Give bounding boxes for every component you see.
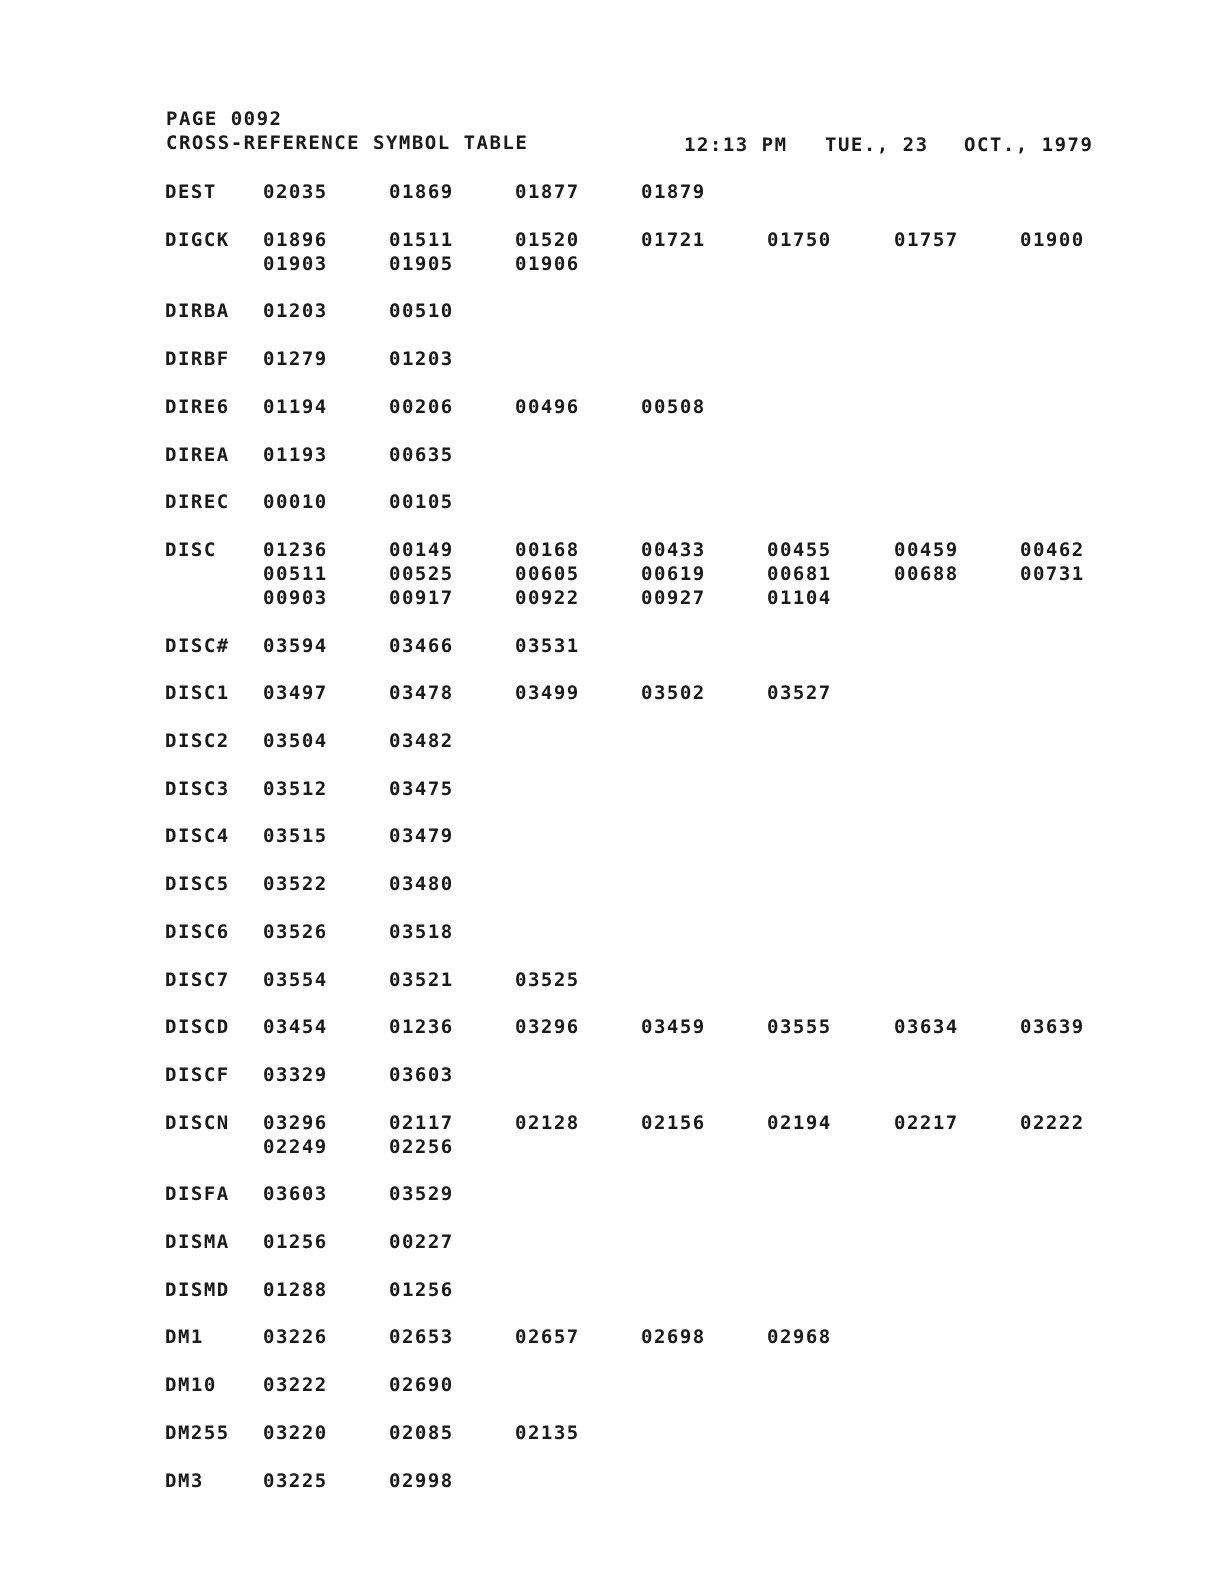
symbol-name: DISCF: [165, 1063, 230, 1086]
symbol-entry-continuation: [0, 252, 1224, 276]
symbol-reference-line: 00510: [389, 300, 454, 323]
symbol-reference-line: 00731: [1020, 562, 1085, 585]
symbol-entry-row: [0, 180, 1224, 204]
symbol-reference-line: 01906: [515, 252, 580, 275]
symbol-definition-line: 01288: [263, 1278, 328, 1301]
symbol-name: DM1: [165, 1326, 204, 1349]
symbol-entry-row: [0, 1015, 1224, 1039]
symbol-name: DISCN: [165, 1111, 230, 1134]
symbol-definition-line: 01193: [263, 443, 328, 466]
symbol-reference-line: 03466: [389, 634, 454, 657]
symbol-reference-line: 00433: [641, 538, 706, 561]
symbol-reference-line: 03525: [515, 968, 580, 991]
symbol-name: DISC1: [165, 682, 230, 705]
symbol-definition-line: 03522: [263, 873, 328, 896]
symbol-entry-row: [0, 872, 1224, 896]
symbol-reference-line: 01900: [1020, 228, 1085, 251]
symbol-entry-row: [0, 1230, 1224, 1254]
symbol-reference-line: 01879: [641, 181, 706, 203]
symbol-entry-continuation: [0, 1135, 1224, 1159]
symbol-entry-row: [0, 824, 1224, 848]
symbol-definition-line: 03512: [263, 777, 328, 800]
symbol-entry-row: [0, 1063, 1224, 1087]
symbol-definition-line: 03594: [263, 634, 328, 657]
symbol-entry-row: [0, 395, 1224, 419]
symbol-reference-line: 00635: [389, 443, 454, 466]
symbol-name: DM3: [165, 1469, 204, 1492]
symbol-name: DISC5: [165, 873, 230, 896]
symbol-entry-row: [0, 1325, 1224, 1349]
symbol-definition-line: 03554: [263, 968, 328, 991]
symbol-definition-line: 03504: [263, 730, 328, 752]
symbol-definition-line: 00010: [263, 491, 328, 514]
symbol-reference-line: 00462: [1020, 538, 1085, 561]
symbol-entry-row: [0, 347, 1224, 371]
symbol-name: DEST: [165, 181, 217, 203]
symbol-reference-line: 01721: [641, 228, 706, 251]
symbol-reference-line: 03555: [767, 1016, 832, 1039]
symbol-entry-row: [0, 634, 1224, 658]
symbol-reference-line: 00459: [894, 538, 959, 561]
symbol-entry-row: [0, 299, 1224, 323]
symbol-reference-line: 02117: [389, 1111, 454, 1134]
symbol-name: DISC6: [165, 920, 230, 943]
symbol-definition-line: 03603: [263, 1183, 328, 1206]
symbol-reference-line: 03296: [515, 1016, 580, 1039]
symbol-entry-row: [0, 1373, 1224, 1397]
symbol-reference-line: 02085: [389, 1421, 454, 1444]
symbol-reference-line: 02194: [767, 1111, 832, 1134]
symbol-reference-line: 03521: [389, 968, 454, 991]
symbol-name: DIREA: [165, 443, 230, 466]
symbol-entry-row: [0, 681, 1224, 705]
symbol-reference-line: 03518: [389, 920, 454, 943]
symbol-entry-row: [0, 490, 1224, 514]
symbol-reference-line: 00681: [767, 562, 832, 585]
symbol-reference-line: 01236: [389, 1016, 454, 1039]
symbol-reference-line: 02256: [389, 1135, 454, 1158]
symbol-definition-line: 02035: [263, 181, 328, 203]
symbol-definition-line: 01203: [263, 300, 328, 323]
symbol-entry-row: [0, 968, 1224, 992]
symbol-definition-line: 01236: [263, 538, 328, 561]
symbol-reference-line: 02222: [1020, 1111, 1085, 1134]
symbol-definition-line: 03329: [263, 1063, 328, 1086]
symbol-entry-row: [0, 920, 1224, 944]
symbol-definition-line: 03454: [263, 1016, 328, 1039]
symbol-reference-line: 00149: [389, 538, 454, 561]
symbol-entry-row: [0, 1421, 1224, 1445]
symbol-reference-line: 03634: [894, 1016, 959, 1039]
symbol-name: DIRBF: [165, 348, 230, 371]
symbol-reference-line: 02698: [641, 1326, 706, 1349]
symbol-definition-line: 03296: [263, 1111, 328, 1134]
symbol-reference-line: 02998: [389, 1469, 454, 1492]
symbol-name: DIRBA: [165, 300, 230, 323]
symbol-reference-line: 01903: [263, 252, 328, 275]
symbol-reference-line: 02156: [641, 1111, 706, 1134]
symbol-name: DISC2: [165, 730, 230, 752]
symbol-name: DISC: [165, 538, 217, 561]
symbol-definition-line: 03497: [263, 682, 328, 705]
symbol-definition-line: 03515: [263, 825, 328, 848]
symbol-definition-line: 01256: [263, 1231, 328, 1253]
symbol-entry-row: [0, 1469, 1224, 1493]
symbol-reference-line: 00927: [641, 586, 706, 609]
symbol-reference-line: 01520: [515, 228, 580, 251]
symbol-reference-line: 01757: [894, 228, 959, 251]
symbol-reference-line: 01104: [767, 586, 832, 609]
symbol-entry-row: [0, 777, 1224, 801]
symbol-definition-line: 01279: [263, 348, 328, 371]
symbol-reference-line: 01750: [767, 228, 832, 251]
symbol-reference-line: 03529: [389, 1183, 454, 1206]
symbol-reference-line: 01877: [515, 181, 580, 203]
symbol-entry-row: [0, 1278, 1224, 1302]
symbol-entry-continuation: [0, 562, 1224, 586]
symbol-reference-line: 02249: [263, 1135, 328, 1158]
symbol-reference-line: 03478: [389, 682, 454, 705]
symbol-reference-line: 00511: [263, 562, 328, 585]
symbol-name: DISCD: [165, 1016, 230, 1039]
symbol-reference-line: 00525: [389, 562, 454, 585]
symbol-reference-line: 01203: [389, 348, 454, 371]
print-day: TUE., 23: [825, 134, 929, 156]
symbol-reference-line: 03531: [515, 634, 580, 657]
symbol-reference-line: 00605: [515, 562, 580, 585]
symbol-entry-row: [0, 538, 1224, 562]
symbol-name: DIREC: [165, 491, 230, 514]
symbol-reference-line: 03482: [389, 730, 454, 752]
symbol-reference-line: 00168: [515, 538, 580, 561]
symbol-reference-line: 03479: [389, 825, 454, 848]
page-number: PAGE 0092: [166, 108, 283, 130]
print-date: OCT., 1979: [964, 134, 1094, 156]
symbol-reference-line: 00496: [515, 395, 580, 418]
symbol-reference-line: 02657: [515, 1326, 580, 1349]
symbol-reference-line: 01869: [389, 181, 454, 203]
symbol-reference-line: 03459: [641, 1016, 706, 1039]
symbol-name: DISC#: [165, 634, 230, 657]
symbol-reference-line: 00619: [641, 562, 706, 585]
print-time: 12:13 PM: [684, 134, 788, 156]
symbol-reference-line: 03639: [1020, 1016, 1085, 1039]
symbol-name: DISC4: [165, 825, 230, 848]
symbol-definition-line: 01194: [263, 395, 328, 418]
symbol-reference-line: 02128: [515, 1111, 580, 1134]
symbol-reference-line: 01511: [389, 228, 454, 251]
symbol-definition-line: 03225: [263, 1469, 328, 1492]
symbol-name: DISFA: [165, 1183, 230, 1206]
symbol-definition-line: 03526: [263, 920, 328, 943]
symbol-entry-row: [0, 729, 1224, 753]
symbol-entry-row: [0, 443, 1224, 467]
report-title: CROSS-REFERENCE SYMBOL TABLE: [166, 132, 529, 154]
symbol-definition-line: 03222: [263, 1374, 328, 1397]
symbol-reference-line: 00922: [515, 586, 580, 609]
symbol-reference-line: 02653: [389, 1326, 454, 1349]
symbol-entry-row: [0, 1182, 1224, 1206]
symbol-reference-line: 03499: [515, 682, 580, 705]
symbol-name: DISMA: [165, 1231, 230, 1253]
symbol-reference-line: 03480: [389, 873, 454, 896]
symbol-reference-line: 00917: [389, 586, 454, 609]
symbol-reference-line: 03475: [389, 777, 454, 800]
symbol-reference-line: 02135: [515, 1421, 580, 1444]
symbol-reference-line: 01256: [389, 1278, 454, 1301]
symbol-name: DM255: [165, 1421, 230, 1444]
symbol-definition-line: 03220: [263, 1421, 328, 1444]
symbol-name: DIRE6: [165, 395, 230, 418]
symbol-reference-line: 00508: [641, 395, 706, 418]
symbol-name: DISC7: [165, 968, 230, 991]
symbol-reference-line: 00455: [767, 538, 832, 561]
symbol-reference-line: 02690: [389, 1374, 454, 1397]
symbol-reference-line: 03527: [767, 682, 832, 705]
symbol-reference-line: 00903: [263, 586, 328, 609]
symbol-reference-line: 00206: [389, 395, 454, 418]
symbol-name: DM10: [165, 1374, 217, 1397]
symbol-entry-row: [0, 228, 1224, 252]
symbol-entry-continuation: [0, 586, 1224, 610]
symbol-reference-line: 03603: [389, 1063, 454, 1086]
symbol-name: DISMD: [165, 1278, 230, 1301]
symbol-name: DISC3: [165, 777, 230, 800]
symbol-entry-row: [0, 1111, 1224, 1135]
symbol-reference-line: 00227: [389, 1231, 454, 1253]
symbol-reference-line: 01905: [389, 252, 454, 275]
symbol-reference-line: 02217: [894, 1111, 959, 1134]
symbol-reference-line: 02968: [767, 1326, 832, 1349]
symbol-reference-line: 03502: [641, 682, 706, 705]
symbol-definition-line: 03226: [263, 1326, 328, 1349]
symbol-reference-line: 00105: [389, 491, 454, 514]
symbol-definition-line: 01896: [263, 228, 328, 251]
symbol-reference-line: 00688: [894, 562, 959, 585]
symbol-name: DIGCK: [165, 228, 230, 251]
